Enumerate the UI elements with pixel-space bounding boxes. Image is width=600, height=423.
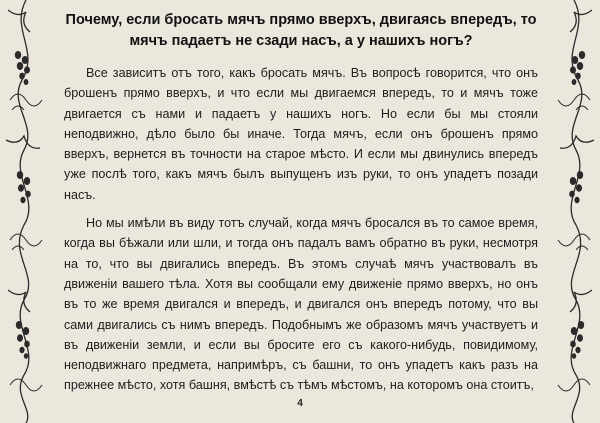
page-content: [64, 10, 538, 396]
answer-paragraph-2: Но мы имѣли въ виду тотъ случай, когда мячъ бросался въ то самое время, когда вы бѣжали или шли, и тогда онъ падалъ вамъ обратно въ руки, несмотря на то, что вы двигались впередъ. Въ этомъ случаѣ мячъ участвовалъ въ движенiи вашего тѣла. Хотя вы сообщали ему движенiе прямо вверхъ, но онъ въ то же время двигался и впередъ, и двигался онъ впередъ потому, что вы сами двигались съ нимъ впередъ. Подобнымъ же образомъ мячъ участвуетъ и въ движенiи земли, и если вы бросите его съ какого-нибудь, повидимому, неподвижнаго предмета, напримѣръ, съ башни, то онъ упадетъ какъ разъ на прежнее мѣсто, хотя башня, вмѣстѣ съ тѣмъ мѣстомъ, на которомъ она стоитъ,: [64, 216, 538, 393]
right-floral-border: [548, 0, 600, 423]
floral-vine-icon: [6, 0, 40, 423]
question-title: Почему, если бросать мячъ прямо вверхъ, двигаясь впередъ, то мячъ падаетъ не сзади насъ, а у нашихъ ногъ?: [65, 12, 537, 49]
answer-paragraph-1: Все зависитъ отъ того, какъ бросать мячъ. Въ вопросѣ говорится, что онъ брошенъ прямо вверхъ, и что если мы двигаемся впередъ, то и мячъ тоже двигается съ нами и падаетъ у нашихъ ногъ. Но если бы мы стояли неподвижно, дѣло было бы иначе. Тогда мячъ, если онъ брошенъ прямо вверхъ, вернется въ точности на старое мѣсто. И если мы двинулись впередъ уже послѣ того, какъ мячъ былъ выпущенъ изъ руки, то онъ упадетъ позади насъ.: [64, 66, 538, 202]
left-floral-border: [0, 0, 52, 423]
page-number: 4: [297, 398, 303, 409]
floral-vine-icon: [560, 0, 594, 423]
